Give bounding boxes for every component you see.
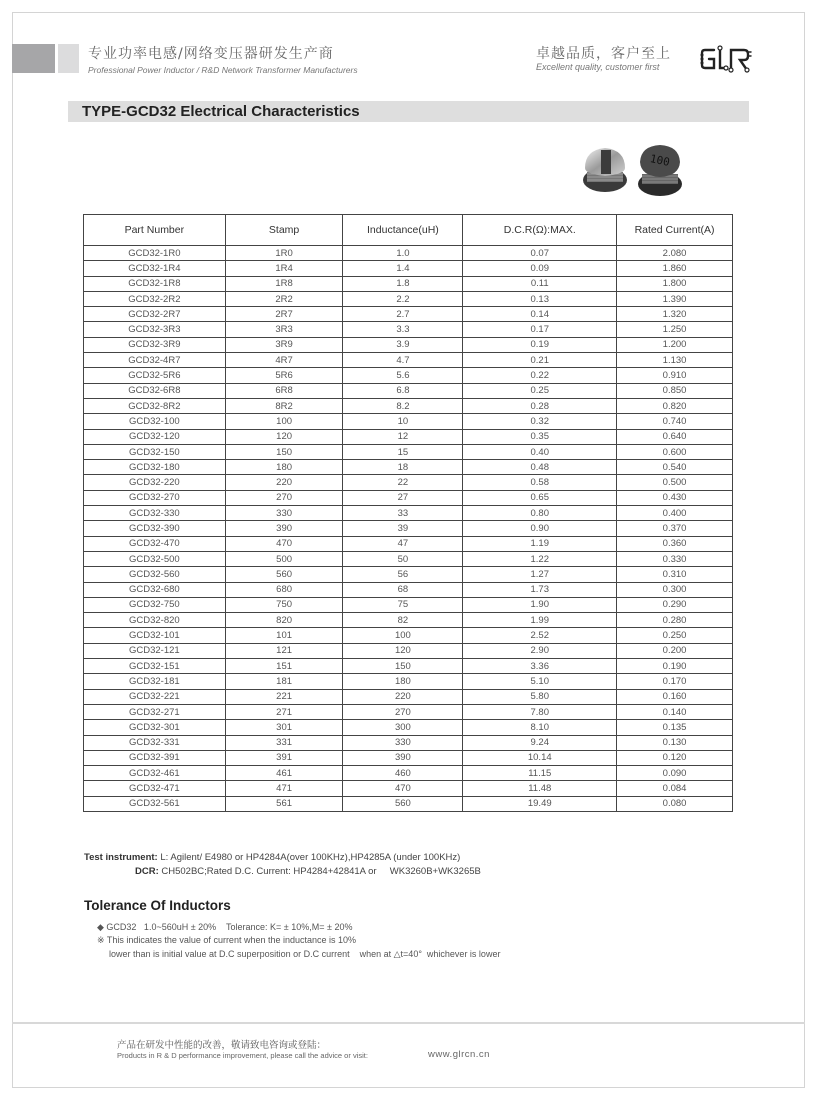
table-row	[84, 460, 733, 475]
cell-inductance: 15	[343, 444, 463, 459]
cell-dcr: 10.14	[463, 750, 617, 765]
col-header-inductance: Inductance(uH)	[343, 215, 463, 246]
cell-part-number: GCD32-221	[84, 689, 226, 704]
section-title-bar	[68, 101, 749, 122]
cell-inductance: 12	[343, 429, 463, 444]
cell-part-number: GCD32-5R6	[84, 368, 226, 383]
table-row	[84, 490, 733, 505]
cell-stamp: 4R7	[225, 353, 343, 368]
cell-rated-current: 1.320	[617, 307, 733, 322]
cell-rated-current: 0.170	[617, 674, 733, 689]
cell-part-number: GCD32-1R0	[84, 246, 226, 261]
cell-part-number: GCD32-750	[84, 597, 226, 612]
table-row	[84, 735, 733, 750]
header-decor-block-light	[58, 44, 79, 73]
cell-dcr: 1.90	[463, 597, 617, 612]
table-row	[84, 750, 733, 765]
cell-part-number: GCD32-4R7	[84, 353, 226, 368]
cell-dcr: 0.22	[463, 368, 617, 383]
cell-stamp: 220	[225, 475, 343, 490]
table-row	[84, 261, 733, 276]
cell-inductance: 5.6	[343, 368, 463, 383]
cell-rated-current: 0.084	[617, 781, 733, 796]
col-header-rated-current: Rated Current(A)	[617, 215, 733, 246]
cell-rated-current: 0.400	[617, 506, 733, 521]
cell-dcr: 1.22	[463, 551, 617, 566]
cell-stamp: 330	[225, 506, 343, 521]
cell-part-number: GCD32-1R4	[84, 261, 226, 276]
cell-stamp: 6R8	[225, 383, 343, 398]
cell-stamp: 391	[225, 750, 343, 765]
test-instrument-text: L: Agilent/ E4980 or HP4284A(over 100KHz),HP4285A (under 100KHz)	[157, 852, 461, 863]
cell-stamp: 8R2	[225, 398, 343, 413]
cell-dcr: 0.13	[463, 291, 617, 306]
cell-stamp: 461	[225, 766, 343, 781]
table-row	[84, 383, 733, 398]
cell-dcr: 0.07	[463, 246, 617, 261]
cell-rated-current: 0.090	[617, 766, 733, 781]
cell-inductance: 1.0	[343, 246, 463, 261]
table-row	[84, 796, 733, 811]
cell-dcr: 0.09	[463, 261, 617, 276]
table-row	[84, 291, 733, 306]
cell-inductance: 82	[343, 613, 463, 628]
cell-stamp: 5R6	[225, 368, 343, 383]
cell-inductance: 3.9	[343, 337, 463, 352]
cell-inductance: 33	[343, 506, 463, 521]
table-row	[84, 429, 733, 444]
cell-dcr: 19.49	[463, 796, 617, 811]
cell-rated-current: 0.540	[617, 460, 733, 475]
footer-divider	[12, 1022, 805, 1024]
cell-stamp: 1R0	[225, 246, 343, 261]
cell-stamp: 271	[225, 704, 343, 719]
cell-dcr: 0.80	[463, 506, 617, 521]
company-tagline-cn: 专业功率电感/网络变压器研发生产商	[88, 46, 334, 62]
cell-part-number: GCD32-180	[84, 460, 226, 475]
cell-rated-current: 0.600	[617, 444, 733, 459]
cell-rated-current: 0.135	[617, 720, 733, 735]
cell-inductance: 75	[343, 597, 463, 612]
cell-inductance: 8.2	[343, 398, 463, 413]
slogan-en: Excellent quality, customer first	[536, 62, 660, 72]
cell-dcr: 0.90	[463, 521, 617, 536]
inductor-product-image	[575, 138, 695, 200]
table-row	[84, 276, 733, 291]
cell-inductance: 18	[343, 460, 463, 475]
tolerance-note-continued: lower than is initial value at D.C superposition or D.C current when at △t=40° whichever is lower	[109, 949, 501, 959]
cell-dcr: 0.58	[463, 475, 617, 490]
cell-part-number: GCD32-301	[84, 720, 226, 735]
footer-note-en: Products in R & D performance improvement, please call the advice or visit:	[117, 1051, 368, 1060]
table-row	[84, 307, 733, 322]
cell-inductance: 10	[343, 414, 463, 429]
cell-part-number: GCD32-121	[84, 643, 226, 658]
cell-stamp: 120	[225, 429, 343, 444]
cell-part-number: GCD32-150	[84, 444, 226, 459]
cell-stamp: 471	[225, 781, 343, 796]
cell-inductance: 47	[343, 536, 463, 551]
cell-rated-current: 0.740	[617, 414, 733, 429]
table-row	[84, 582, 733, 597]
cell-part-number: GCD32-1R8	[84, 276, 226, 291]
cell-dcr: 8.10	[463, 720, 617, 735]
dcr-label: DCR:	[135, 866, 159, 877]
cell-part-number: GCD32-3R9	[84, 337, 226, 352]
cell-rated-current: 0.430	[617, 490, 733, 505]
cell-stamp: 1R8	[225, 276, 343, 291]
table-row	[84, 567, 733, 582]
cell-rated-current: 0.160	[617, 689, 733, 704]
cell-dcr: 0.14	[463, 307, 617, 322]
table-row	[84, 337, 733, 352]
cell-inductance: 390	[343, 750, 463, 765]
cell-stamp: 3R9	[225, 337, 343, 352]
cell-dcr: 0.25	[463, 383, 617, 398]
table-row	[84, 506, 733, 521]
cell-rated-current: 0.280	[617, 613, 733, 628]
cell-rated-current: 0.820	[617, 398, 733, 413]
col-header-stamp: Stamp	[225, 215, 343, 246]
cell-stamp: 301	[225, 720, 343, 735]
cell-inductance: 1.4	[343, 261, 463, 276]
cell-rated-current: 0.080	[617, 796, 733, 811]
cell-dcr: 1.73	[463, 582, 617, 597]
cell-rated-current: 0.360	[617, 536, 733, 551]
cell-stamp: 150	[225, 444, 343, 459]
cell-rated-current: 0.290	[617, 597, 733, 612]
table-row	[84, 628, 733, 643]
cell-stamp: 331	[225, 735, 343, 750]
cell-stamp: 3R3	[225, 322, 343, 337]
cell-part-number: GCD32-470	[84, 536, 226, 551]
header-decor-block-dark	[12, 44, 55, 73]
table-row	[84, 414, 733, 429]
cell-rated-current: 2.080	[617, 246, 733, 261]
cell-inductance: 1.8	[343, 276, 463, 291]
cell-rated-current: 0.500	[617, 475, 733, 490]
cell-dcr: 11.15	[463, 766, 617, 781]
cell-rated-current: 0.250	[617, 628, 733, 643]
cell-rated-current: 1.800	[617, 276, 733, 291]
table-row	[84, 551, 733, 566]
table-row	[84, 444, 733, 459]
cell-dcr: 1.99	[463, 613, 617, 628]
cell-stamp: 561	[225, 796, 343, 811]
cell-dcr: 7.80	[463, 704, 617, 719]
dcr-text: CH502BC;Rated D.C. Current: HP4284+42841A or WK3260B+WK3265B	[158, 866, 481, 877]
table-row	[84, 398, 733, 413]
cell-part-number: GCD32-561	[84, 796, 226, 811]
cell-rated-current: 0.910	[617, 368, 733, 383]
cell-dcr: 0.65	[463, 490, 617, 505]
cell-dcr: 5.10	[463, 674, 617, 689]
table-row	[84, 475, 733, 490]
cell-inductance: 56	[343, 567, 463, 582]
table-row	[84, 704, 733, 719]
cell-dcr: 0.17	[463, 322, 617, 337]
test-instrument-label: Test instrument:	[84, 852, 158, 863]
cell-rated-current: 1.250	[617, 322, 733, 337]
table-row	[84, 322, 733, 337]
table-row	[84, 781, 733, 796]
cell-dcr: 2.52	[463, 628, 617, 643]
cell-dcr: 0.35	[463, 429, 617, 444]
cell-dcr: 0.40	[463, 444, 617, 459]
cell-part-number: GCD32-151	[84, 659, 226, 674]
cell-dcr: 1.27	[463, 567, 617, 582]
cell-part-number: GCD32-220	[84, 475, 226, 490]
cell-rated-current: 1.390	[617, 291, 733, 306]
cell-stamp: 390	[225, 521, 343, 536]
cell-dcr: 1.19	[463, 536, 617, 551]
cell-part-number: GCD32-391	[84, 750, 226, 765]
inductor-marking: 100	[648, 152, 671, 169]
table-row	[84, 674, 733, 689]
cell-part-number: GCD32-461	[84, 766, 226, 781]
cell-stamp: 181	[225, 674, 343, 689]
cell-part-number: GCD32-471	[84, 781, 226, 796]
cell-inductance: 270	[343, 704, 463, 719]
cell-rated-current: 1.860	[617, 261, 733, 276]
cell-rated-current: 0.120	[617, 750, 733, 765]
cell-inductance: 4.7	[343, 353, 463, 368]
tolerance-heading: Tolerance Of Inductors	[84, 898, 231, 913]
cell-inductance: 300	[343, 720, 463, 735]
cell-inductance: 150	[343, 659, 463, 674]
cell-rated-current: 0.300	[617, 582, 733, 597]
cell-part-number: GCD32-331	[84, 735, 226, 750]
cell-part-number: GCD32-330	[84, 506, 226, 521]
cell-dcr: 0.21	[463, 353, 617, 368]
cell-dcr: 3.36	[463, 659, 617, 674]
cell-inductance: 39	[343, 521, 463, 536]
cell-stamp: 1R4	[225, 261, 343, 276]
cell-rated-current: 0.310	[617, 567, 733, 582]
cell-part-number: GCD32-120	[84, 429, 226, 444]
cell-inductance: 68	[343, 582, 463, 597]
table-row	[84, 353, 733, 368]
cell-part-number: GCD32-271	[84, 704, 226, 719]
cell-inductance: 100	[343, 628, 463, 643]
footer-note-cn: 产品在研发中性能的改善，敬请致电咨询或登陆：	[117, 1040, 327, 1051]
cell-stamp: 680	[225, 582, 343, 597]
cell-stamp: 2R2	[225, 291, 343, 306]
cell-part-number: GCD32-6R8	[84, 383, 226, 398]
cell-rated-current: 0.370	[617, 521, 733, 536]
col-header-dcr: D.C.R(Ω):MAX.	[463, 215, 617, 246]
cell-stamp: 500	[225, 551, 343, 566]
cell-rated-current: 1.200	[617, 337, 733, 352]
cell-dcr: 0.28	[463, 398, 617, 413]
cell-part-number: GCD32-2R7	[84, 307, 226, 322]
tolerance-note: ※ This indicates the value of current when the inductance is 10%	[97, 935, 357, 945]
table-row	[84, 720, 733, 735]
cell-part-number: GCD32-181	[84, 674, 226, 689]
cell-stamp: 151	[225, 659, 343, 674]
col-header-part-number: Part Number	[84, 215, 226, 246]
cell-dcr: 11.48	[463, 781, 617, 796]
cell-stamp: 180	[225, 460, 343, 475]
table-row	[84, 521, 733, 536]
cell-part-number: GCD32-560	[84, 567, 226, 582]
cell-inductance: 180	[343, 674, 463, 689]
slogan-cn: 卓越品质，客户至上	[536, 46, 671, 62]
cell-rated-current: 0.200	[617, 643, 733, 658]
table-row	[84, 689, 733, 704]
cell-dcr: 0.19	[463, 337, 617, 352]
cell-stamp: 820	[225, 613, 343, 628]
cell-stamp: 2R7	[225, 307, 343, 322]
cell-dcr: 9.24	[463, 735, 617, 750]
glr-logo-icon	[700, 44, 752, 74]
cell-rated-current: 0.140	[617, 704, 733, 719]
table-row	[84, 246, 733, 261]
cell-inductance: 2.2	[343, 291, 463, 306]
cell-inductance: 560	[343, 796, 463, 811]
cell-dcr: 2.90	[463, 643, 617, 658]
cell-part-number: GCD32-390	[84, 521, 226, 536]
section-title: TYPE-GCD32 Electrical Characteristics	[82, 103, 360, 120]
cell-inductance: 6.8	[343, 383, 463, 398]
cell-inductance: 460	[343, 766, 463, 781]
cell-dcr: 0.48	[463, 460, 617, 475]
cell-inductance: 50	[343, 551, 463, 566]
website-link[interactable]: www.glrcn.cn	[428, 1049, 490, 1060]
cell-dcr: 0.32	[463, 414, 617, 429]
cell-part-number: GCD32-820	[84, 613, 226, 628]
cell-rated-current: 1.130	[617, 353, 733, 368]
company-tagline-en: Professional Power Inductor / R&D Network Transformer Manufacturers	[88, 65, 358, 75]
cell-stamp: 470	[225, 536, 343, 551]
cell-rated-current: 0.850	[617, 383, 733, 398]
tolerance-spec: ◆ GCD32 1.0~560uH ± 20% Tolerance: K= ± 10%,M= ± 20%	[97, 922, 353, 932]
table-row	[84, 659, 733, 674]
table-row	[84, 536, 733, 551]
cell-part-number: GCD32-3R3	[84, 322, 226, 337]
cell-inductance: 220	[343, 689, 463, 704]
cell-rated-current: 0.190	[617, 659, 733, 674]
test-instrument-line	[84, 852, 460, 863]
cell-rated-current: 0.330	[617, 551, 733, 566]
cell-stamp: 100	[225, 414, 343, 429]
electrical-characteristics-table	[83, 214, 733, 812]
cell-dcr: 0.11	[463, 276, 617, 291]
cell-inductance: 2.7	[343, 307, 463, 322]
cell-inductance: 120	[343, 643, 463, 658]
cell-stamp: 270	[225, 490, 343, 505]
cell-part-number: GCD32-101	[84, 628, 226, 643]
cell-part-number: GCD32-500	[84, 551, 226, 566]
cell-part-number: GCD32-270	[84, 490, 226, 505]
cell-stamp: 221	[225, 689, 343, 704]
cell-part-number: GCD32-100	[84, 414, 226, 429]
table-header-row	[84, 215, 733, 246]
table-row	[84, 597, 733, 612]
table-row	[84, 368, 733, 383]
cell-inductance: 22	[343, 475, 463, 490]
table-row	[84, 766, 733, 781]
cell-inductance: 330	[343, 735, 463, 750]
table-body	[84, 246, 733, 812]
cell-part-number: GCD32-680	[84, 582, 226, 597]
table-row	[84, 613, 733, 628]
cell-stamp: 101	[225, 628, 343, 643]
cell-stamp: 560	[225, 567, 343, 582]
cell-inductance: 3.3	[343, 322, 463, 337]
table-row	[84, 643, 733, 658]
cell-stamp: 750	[225, 597, 343, 612]
cell-stamp: 121	[225, 643, 343, 658]
cell-rated-current: 0.640	[617, 429, 733, 444]
cell-part-number: GCD32-8R2	[84, 398, 226, 413]
cell-inductance: 27	[343, 490, 463, 505]
cell-part-number: GCD32-2R2	[84, 291, 226, 306]
cell-dcr: 5.80	[463, 689, 617, 704]
cell-rated-current: 0.130	[617, 735, 733, 750]
dcr-test-line	[135, 866, 481, 877]
cell-inductance: 470	[343, 781, 463, 796]
